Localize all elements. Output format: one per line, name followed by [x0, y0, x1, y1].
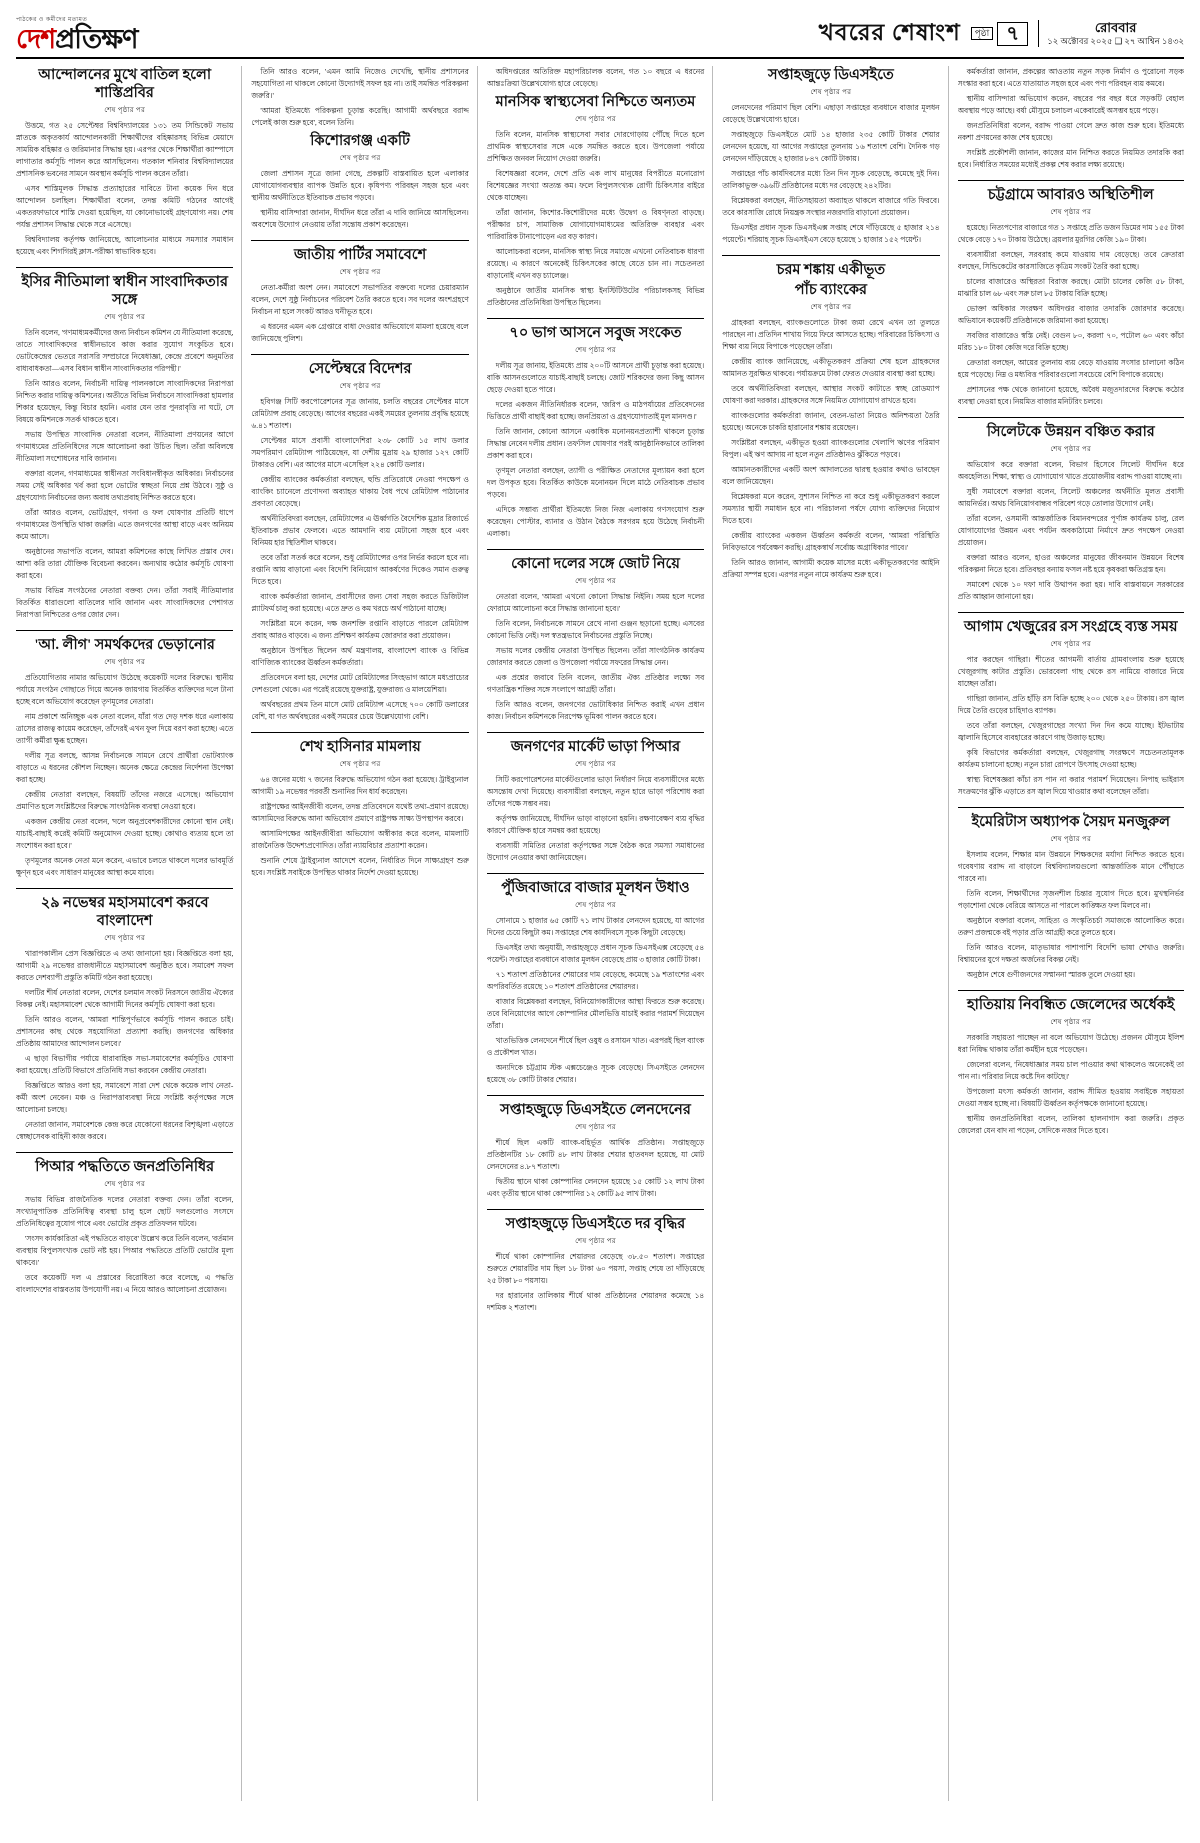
article-paragraph: একজন কেন্দ্রীয় নেতা বলেন, 'দলে অনুপ্রবেশকারীদের কোনো স্থান নেই। যাচাই-বাছাই করেই কমিটি অনুমোদন দেওয়া হচ্ছে। কোথাও ব্যত্যয় হলে তা সংশোধন করা হবে।' — [16, 816, 234, 850]
article-paragraph: ৭১ শতাংশ প্রতিষ্ঠানের শেয়ারের দাম বেড়েছে, কমেছে ১৯ শতাংশের এবং অপরিবর্তিত রয়েছে ১০ শতাংশ প্রতিষ্ঠানের শেয়ারদর। — [486, 969, 705, 991]
article-paragraph: সংশ্লিষ্ট প্রকৌশলী জানান, কাজের মান নিশ্চিত করতে নিয়মিত তদারকি করা হবে। নির্ধারিত সময়ের মধ্যেই প্রকল্প শেষ করার লক্ষ্য রয়েছে। — [957, 147, 1184, 169]
article-paragraph: 'আমরা ইতিমধ্যে পরিকল্পনা চূড়ান্ত করেছি। আগামী অর্থবছরে বরাদ্দ পেলেই কাজ শুরু হবে', বলেন তিনি। — [251, 105, 469, 127]
article — [958, 66, 1184, 171]
article-paragraph: কেন্দ্রীয় ব্যাংকের কর্মকর্তারা বলছেন, হুন্ডি প্রতিরোধে নেওয়া পদক্ষেপ ও ব্যাংকিং চ্যানেলে প্রণোদনা অব্যাহত থাকায় বৈধ পথে রেমিট্যান্স পাঠানোর প্রবণতা বেড়েছে। — [251, 475, 469, 509]
article-paragraph: প্রশাসনের পক্ষ থেকে জানানো হয়েছে, অবৈধ মজুতদারদের বিরুদ্ধে কঠোর ব্যবস্থা নেওয়া হবে। নিয়মিত বাজার মনিটরিং চলবে। — [957, 384, 1184, 406]
article-paragraph: দ্বিতীয় স্থানে থাকা কোম্পানির লেনদেন হয়েছে ১৫ কোটি ১২ লাখ টাকা এবং তৃতীয় স্থানে থাকা কোম্পানির ১২ কোটি ৯৫ লাখ টাকা। — [486, 1176, 705, 1198]
article-paragraph: তিনি আরও জানান, আগামী কয়েক মাসের মধ্যে একীভূতকরণের আইনি প্রক্রিয়া সম্পন্ন হবে। এরপর নতুন নামে কার্যক্রম শুরু হবে। — [722, 557, 940, 579]
article-body — [251, 774, 468, 879]
article-paragraph: এ ধরনের এমন এক গ্রেপ্তারে বাধা দেওয়ার অভিযোগে মামলা হয়েছে বলে জানিয়েছে পুলিশ। — [251, 322, 469, 344]
article-paragraph: স্থানীয় বাসিন্দারা অভিযোগ করেন, বছরের পর বছর ধরে সড়কটি বেহাল অবস্থায় পড়ে আছে। বর্ষা মৌসুমে চলাচল একেবারেই অসম্ভব হয়ে পড়ে। — [957, 93, 1184, 115]
article-headline[interactable]: সপ্তাহজুড়ে ডিএসইতে — [768, 67, 894, 83]
article-paragraph: সভায় উপস্থিত সাংবাদিক নেতারা বলেন, নীতিমালা প্রণয়নের আগে গণমাধ্যমের প্রতিনিধিদের সঙ্গে আলোচনা করা উচিত ছিল। তাঁরা অবিলম্বে নীতিমালা সংশোধনের দাবি জানান। — [16, 430, 234, 464]
article-byline: শেষ পৃষ্ঠার পর — [575, 1236, 616, 1245]
article-paragraph: তবে তাঁরা সতর্ক করে বলেন, শুধু রেমিট্যান্সের ওপর নির্ভর করলে হবে না। রপ্তানি আয় বাড়ানো এবং বিদেশি বিনিয়োগ আকর্ষণের দিকেও সমান গুরুত্ব দিতে হবে। — [251, 552, 469, 586]
article — [958, 990, 1184, 1137]
article-paragraph: ৬৪ জনের মধ্যে ৭ জনের বিরুদ্ধে অভিযোগ গঠন করা হয়েছে। ট্রাইব্যুনাল আগামী ১৯ নভেম্বর পরবর্তী শুনানির দিন ধার্য করেছেন। — [251, 774, 469, 796]
article-byline: শেষ পৃষ্ঠার পর — [1050, 1017, 1092, 1026]
article-paragraph: তিনি বলেন, শিক্ষার্থীদের সৃজনশীল চিন্তার সুযোগ দিতে হবে। মুখস্থনির্ভর পড়াশোনা থেকে বেরিয়ে আসতে না পারলে কাঙ্ক্ষিত ফল মিলবে না। — [957, 888, 1184, 910]
article-headline[interactable]: জনগণের মার্কেট ভাড়া পিআর — [487, 732, 704, 756]
article-paragraph: তবে অর্থনীতিবিদরা বলছেন, আস্থার সংকট কাটাতে স্বচ্ছ রোডম্যাপ ঘোষণা করা দরকার। গ্রাহকদের সঙ্গে নিয়মিত যোগাযোগ রাখতে হবে। — [722, 384, 940, 406]
article-body — [487, 915, 704, 1086]
brand-logo-pre: দেশ — [16, 24, 56, 54]
article-byline: শেষ পৃষ্ঠার পর — [575, 115, 616, 124]
article-paragraph: সিটি করপোরেশনের মার্কেটগুলোর ভাড়া নির্ধারণ নিয়ে ব্যবসায়ীদের মধ্যে অসন্তোষ দেখা দিয়েছে। ব্যবসায়ীরা বলছেন, নতুন হারে ভাড়া পরিশোধ করা তাঁদের পক্ষে সম্ভব নয়। — [486, 774, 705, 808]
article-headline[interactable]: পুঁজিবাজারে বাজার মূলধন উধাও — [487, 873, 704, 897]
article-headline[interactable]: মানসিক স্বাস্থ্যসেবা নিশ্চিতে অন্যতম — [495, 93, 696, 110]
column-grid — [16, 66, 1184, 1801]
article-paragraph: সরকারি সহায়তা পাচ্ছেন না বলে অভিযোগ উঠেছে। প্রজনন মৌসুমে ইলিশ ধরা নিষিদ্ধ থাকায় তাঁরা কর্মহীন হয়ে পড়েছেন। — [957, 1032, 1184, 1054]
article-paragraph: ক্রেতারা বলছেন, আয়ের তুলনায় ব্যয় বেড়ে যাওয়ায় সংসার চালানো কঠিন হয়ে পড়েছে। নিম্ন ও মধ্যবিত্ত পরিবারগুলো সবচেয়ে বেশি বিপাকে রয়েছে। — [957, 357, 1184, 379]
article-byline: শেষ পৃষ্ঠার পর — [104, 106, 146, 115]
article-paragraph: বিশ্লেষকরা মনে করেন, সুশাসন নিশ্চিত না করে শুধু একীভূতকরণ করলে সমস্যার স্থায়ী সমাধান হবে না। পরিচালনা পর্ষদে যোগ্য ব্যক্তিদের নিয়োগ দিতে হবে। — [722, 492, 940, 525]
page-number: ৭ — [997, 22, 1028, 46]
article-paragraph: বিশেষজ্ঞরা বলেন, দেশে প্রতি এক লাখ মানুষের বিপরীতে মনোরোগ বিশেষজ্ঞের সংখ্যা অত্যন্ত কম। ফলে বিপুলসংখ্যক রোগী চিকিৎসার বাইরে থেকে যাচ্ছেন। — [486, 169, 705, 203]
article-paragraph: গাছিরা জানান, প্রতি হাঁড়ি রস বিক্রি হচ্ছে ২০০ থেকে ২৫০ টাকায়। রস জ্বাল দিয়ে তৈরি গুড়ের চাহিদাও ব্যাপক। — [957, 693, 1184, 715]
news-column — [251, 66, 477, 1801]
article-paragraph: সমাবেশ থেকে ১০ দফা দাবি উত্থাপন করা হয়। দাবি বাস্তবায়নে সরকারের প্রতি আহ্বান জানানো হয়। — [957, 579, 1184, 601]
article-headline[interactable]: ইমেরিটাস অধ্যাপক সৈয়দ মনজুরুল — [958, 807, 1184, 831]
article-headline[interactable]: কোনো দলের সঙ্গে জোট নিয়ে — [487, 549, 704, 573]
date-line: ১২ অক্টোবর ২০২৫ ❑ ২৭ আশ্বিন ১৪৩২ — [1047, 36, 1184, 47]
article-headline[interactable]: চট্টগ্রামে আবারও অস্থিতিশীল — [958, 180, 1184, 204]
article-paragraph: তবে কয়েকটি দল এ প্রস্তাবের বিরোধিতা করে বলেছে, এ পদ্ধতি বাংলাদেশের বাস্তবতায় উপযোগী নয়। এ নিয়ে আরও আলোচনা প্রয়োজন। — [16, 1272, 234, 1294]
article-paragraph: জনপ্রতিনিধিরা বলেন, বরাদ্দ পাওয়া গেলে দ্রুত কাজ শুরু হবে। ইতিমধ্যে নকশা প্রণয়নের কাজ শেষ হয়েছে। — [957, 120, 1184, 142]
article-paragraph: বিশ্ববিদ্যালয় কর্তৃপক্ষ জানিয়েছে, আলোচনার মাধ্যমে সমস্যার সমাধান হয়েছে এবং শিগগিরই ক্লাস-পরীক্ষা স্বাভাবিক হবে। — [16, 235, 234, 257]
article-lead — [251, 66, 468, 129]
article-paragraph: সবজির বাজারেও স্বস্তি নেই। বেগুন ৮০, করলা ৭০, পটোল ৬০ এবং কাঁচা মরিচ ১৮০ টাকা কেজি দরে বিক্রি হচ্ছে। — [957, 330, 1184, 352]
article-paragraph: তাঁরা বলেন, ওসমানী আন্তর্জাতিক বিমানবন্দরের পূর্ণাঙ্গ কার্যক্রম চালু, রেল যোগাযোগের উন্নয়ন এবং পর্যটন অবকাঠামো নির্মাণে দ্রুত পদক্ষেপ নেওয়া প্রয়োজন। — [957, 513, 1184, 547]
article-subheadline[interactable]: পাঁচ ব্যাংকের — [794, 282, 867, 299]
article-headline[interactable]: সেপ্টেম্বরে বিদেশর — [251, 354, 468, 378]
article-byline: শেষ পৃষ্ঠার পর — [1050, 444, 1092, 453]
article-body — [487, 1137, 704, 1200]
article — [487, 66, 704, 309]
article — [487, 1095, 704, 1200]
brand[interactable] — [16, 14, 137, 53]
article-paragraph: অর্থনীতিবিদরা বলছেন, রেমিট্যান্সের এ ঊর্ধ্বগতি বৈদেশিক মুদ্রার রিজার্ভে ইতিবাচক প্রভাব ফেলবে। এতে আমদানি ব্যয় মেটানো সহজ হবে এবং বিনিময় হার স্থিতিশীল থাকবে। — [251, 514, 469, 547]
article-paragraph: স্বাস্থ্য বিশেষজ্ঞরা কাঁচা রস পান না করার পরামর্শ দিয়েছেন। নিপাহ ভাইরাস সংক্রমণের ঝুঁকি এড়াতে রস জ্বাল দিয়ে খাওয়ার কথা বলেছেন তাঁরা। — [957, 774, 1184, 796]
article-paragraph: অনুষ্ঠানের সভাপতি বলেন, আমরা কমিশনের কাছে লিখিত প্রস্তাব দেব। আশা করি তারা যৌক্তিক বিবেচনা করবেন। অন্যথায় কঠোর কর্মসূচি ঘোষণা করা হবে। — [16, 547, 234, 581]
article-byline: শেষ পৃষ্ঠার পর — [104, 313, 146, 322]
article — [722, 255, 939, 581]
article-byline: শেষ পৃষ্ঠার পর — [575, 576, 616, 585]
article-byline: শেষ পৃষ্ঠার পর — [575, 346, 616, 354]
section-title: খবরের শেষাংশ — [818, 20, 961, 45]
article-headline[interactable]: শেখ হাসিনার মামলায় — [251, 732, 468, 756]
article-paragraph: তিনি বলেন, 'গণমাধ্যমকর্মীদের জন্য নির্বাচন কমিশন যে নীতিমালা করেছে, তাতে সাংবাদিকদের স্বাধীনভাবে কাজ করার সুযোগ সংকুচিত হবে। ভোটকেন্দ্রের ভেতরে সরাসরি সম্প্রচারে নিষেধাজ্ঞা, কেন্দ্রে প্রবেশে অনুমতির বাধ্যবাধকতা—এসব বিধান স্বাধীন সাংবাদিকতার পরিপন্থী।' — [16, 328, 234, 374]
article-paragraph: স্থানীয় জনপ্রতিনিধিরা বলেন, তালিকা হালনাগাদ করা জরুরি। প্রকৃত জেলেরা যেন বাদ না পড়েন, সেদিকে নজর দিতে হবে। — [957, 1113, 1184, 1135]
article — [487, 1209, 704, 1314]
article-paragraph: ব্যাংকগুলোর কর্মকর্তারা জানান, বেতন-ভাতা নিয়েও অনিশ্চয়তা তৈরি হয়েছে। অনেকে চাকরি হারানোর শঙ্কায় রয়েছেন। — [722, 411, 940, 433]
article-headline[interactable]: আন্দোলনের মুখে বাতিল হলো শাস্তিপ্রবির — [38, 67, 212, 102]
article-headline[interactable]: হাতিয়ায় নিবন্ধিত জেলেদের অর্ধেকই — [958, 990, 1184, 1014]
article-lead — [487, 66, 704, 90]
article-body — [722, 317, 939, 581]
brand-logo — [16, 26, 137, 53]
article-paragraph: খাতভিত্তিক লেনদেনে শীর্ষে ছিল ওষুধ ও রসায়ন খাত। এরপরই ছিল ব্যাংক ও প্রকৌশল খাত। — [486, 1035, 705, 1057]
article-byline: শেষ পৃষ্ঠার পর — [575, 1122, 616, 1131]
article-paragraph: অভিযোগ করে বক্তারা বলেন, বিভাগ হিসেবে সিলেট দীর্ঘদিন ধরে অবহেলিত। শিক্ষা, স্বাস্থ্য ও যোগাযোগ খাতে প্রয়োজনীয় বরাদ্দ পাওয়া যাচ্ছে না। — [957, 459, 1184, 481]
article-paragraph: তিনি আরও বলেন, নির্বাচনী দায়িত্ব পালনকালে সাংবাদিকদের নিরাপত্তা নিশ্চিত করার দায়িত্ব কমিশনের। অতীতে বিভিন্ন নির্বাচনে সাংবাদিকরা হামলার শিকার হয়েছেন, কিন্তু বিচার হয়নি। এবার যেন তার পুনরাবৃত্তি না ঘটে, সে বিষয়ে কমিশনকে সতর্ক থাকতে হবে। — [16, 379, 234, 425]
article-body — [487, 591, 704, 723]
article — [722, 66, 939, 246]
article-paragraph: তিনি জানান, কোনো আসনে একাধিক মনোনয়নপ্রত্যাশী থাকলে চূড়ান্ত সিদ্ধান্ত নেবেন দলীয় প্রধান। তফসিল ঘোষণার পরই আনুষ্ঠানিকভাবে তালিকা প্রকাশ করা হবে। — [486, 426, 705, 460]
article-paragraph: দলের একজন নীতিনির্ধারক বলেন, 'জরিপ ও মাঠপর্যায়ের প্রতিবেদনের ভিত্তিতে প্রার্থী বাছাই করা হচ্ছে। জনপ্রিয়তা ও গ্রহণযোগ্যতাই মূল মানদণ্ড।' — [486, 399, 705, 421]
article-paragraph: উপজেলা মৎস্য কর্মকর্তা জানান, বরাদ্দ সীমিত হওয়ায় সবাইকে সহায়তা দেওয়া সম্ভব হচ্ছে না। বিষয়টি ঊর্ধ্বতন কর্তৃপক্ষকে জানানো হয়েছে। — [957, 1086, 1184, 1108]
article — [251, 240, 468, 345]
article-body — [487, 129, 704, 309]
article-byline: শেষ পৃষ্ঠার পর — [810, 303, 852, 312]
article-body — [487, 774, 704, 864]
article-paragraph: সংশ্লিষ্টরা মনে করেন, দক্ষ জনশক্তি রপ্তানি বাড়াতে পারলে রেমিট্যান্স প্রবাহ আরও বাড়বে। এ জন্য প্রশিক্ষণ কার্যক্রম জোরদার করা প্রয়োজন। — [251, 618, 469, 640]
article-byline: শেষ পৃষ্ঠার পর — [1050, 208, 1092, 216]
article-paragraph: দর হারানোর তালিকায় শীর্ষে থাকা প্রতিষ্ঠানের শেয়ারদর কমেছে ১৪ দশমিক ২ শতাংশ। — [486, 1290, 705, 1312]
article-paragraph: রাষ্ট্রপক্ষের আইনজীবী বলেন, তদন্ত প্রতিবেদনে যথেষ্ট তথ্য-প্রমাণ রয়েছে। আসামিদের বিরুদ্ধে আনা অভিযোগ প্রমাণে রাষ্ট্রপক্ষ সাক্ষ্য উপস্থাপন করবে। — [251, 801, 469, 823]
article-paragraph: ভোক্তা অধিকার সংরক্ষণ অধিদপ্তর বাজার তদারকি জোরদার করেছে। অভিযানে কয়েকটি প্রতিষ্ঠানকে জরিমানা করা হয়েছে। — [957, 303, 1184, 325]
article-paragraph: ইসলাম বলেন, শিক্ষার মান উন্নয়নে শিক্ষকদের মর্যাদা নিশ্চিত করতে হবে। গবেষণায় বরাদ্দ না বাড়ালে বিশ্ববিদ্যালয়গুলো আন্তর্জাতিক মানে পৌঁছাতে পারবে না। — [957, 849, 1184, 883]
date-block — [1038, 20, 1184, 47]
article-paragraph: নাম প্রকাশে অনিচ্ছুক এক নেতা বলেন, যাঁরা গত দেড় দশক ধরে এলাকায় ত্রাসের রাজত্ব কায়েম করেছেন, তাঁদেরই এখন ফুল দিয়ে বরণ করা হচ্ছে। এতে ত্যাগী কর্মীরা ক্ষুব্ধ হচ্ছেন। — [16, 712, 234, 746]
article-paragraph: প্রতিযোগিতায় নামার অভিযোগ উঠেছে কয়েকটি দলের বিরুদ্ধে। স্থানীয় পর্যায়ে সংগঠন গোছাতে গিয়ে অনেক জায়গায় বিতর্কিত ব্যক্তিদের দলে টানা হচ্ছে বলে অভিযোগ করেছেন তৃণমূলের নেতারা। — [16, 673, 234, 707]
article-paragraph: তবে তাঁরা বলছেন, খেজুরগাছের সংখ্যা দিন দিন কমে যাচ্ছে। ইটভাটায় জ্বালানি হিসেবে ব্যবহারের কারণে গাছ উজাড় হচ্ছে। — [957, 720, 1184, 742]
article-byline: শেষ পৃষ্ঠার পর — [339, 382, 381, 391]
article-paragraph: জেলেরা বলেন, 'নিষেধাজ্ঞার সময় চাল পাওয়ার কথা থাকলেও অনেকেই তা পান না। পরিবার নিয়ে কষ্টে দিন কাটছে।' — [957, 1059, 1184, 1081]
article-paragraph: ব্যবসায়ী সমিতির নেতারা কর্তৃপক্ষের সঙ্গে বৈঠক করে সমস্যা সমাধানের উদ্যোগ নেওয়ার কথা জানিয়েছেন। — [486, 840, 705, 862]
article-body — [16, 948, 233, 1143]
article-body — [251, 396, 468, 723]
article-paragraph: অনুষ্ঠানে বক্তারা বলেন, সাহিত্য ও সংস্কৃতিচর্চা সমাজকে আলোকিত করে। তরুণ প্রজন্মকে বই পড়ার প্রতি আগ্রহী করে তুলতে হবে। — [957, 915, 1184, 937]
article-paragraph: বক্তারা আরও বলেন, হাওর অঞ্চলের মানুষের জীবনমান উন্নয়নে বিশেষ পরিকল্পনা নিতে হবে। প্রতিবছর বন্যায় ফসল নষ্ট হয়ে কৃষকরা ক্ষতিগ্রস্ত হন। — [957, 552, 1184, 574]
article-headline[interactable]: কিশোরগঞ্জ একটি — [310, 132, 410, 149]
article-paragraph: নেতা-কর্মীরা অংশ নেন। সমাবেশে সভাপতির বক্তব্যে দলের চেয়ারম্যান বলেন, দেশে সুষ্ঠু নির্বাচনের পরিবেশ তৈরি করতে হবে। সব দলের অংশগ্রহণে নির্বাচন না হলে সংকট আরও ঘনীভূত হবে। — [251, 283, 469, 317]
article-paragraph: সপ্তাহজুড়ে ডিএসইতে মোট ১৪ হাজার ২৩৫ কোটি টাকার শেয়ার লেনদেন হয়েছে, যা আগের সপ্তাহের তুলনায় ১৬ শতাংশ বেশি। দৈনিক গড় লেনদেন দাঁড়িয়েছে ২ হাজার ৮৪৭ কোটি টাকায়। — [722, 130, 940, 164]
article — [251, 354, 468, 723]
article-paragraph: চালের বাজারেও অস্থিরতা বিরাজ করছে। মোটা চালের কেজি ৫৮ টাকা, মাঝারি চাল ৬৮ এবং সরু চাল ৮৫ টাকায় বিক্রি হচ্ছে। — [957, 276, 1184, 298]
article-paragraph: ডিএসইর তথ্য অনুযায়ী, সপ্তাহজুড়ে প্রধান সূচক ডিএসইএক্স বেড়েছে ৫৪ পয়েন্ট। সপ্তাহের ব্যবধানে বাজার মূলধন বেড়েছে প্রায় ৩ হাজার কোটি টাকা। — [486, 942, 705, 964]
article-paragraph: বিশ্লেষকরা বলছেন, নীতিসহায়তা অব্যাহত থাকলে বাজারে গতি ফিরবে। তবে কারসাজি রোধে নিয়ন্ত্রক সংস্থার নজরদারি বাড়ানো প্রয়োজন। — [722, 196, 940, 217]
article-byline: শেষ পৃষ্ঠার পর — [1050, 639, 1092, 648]
article — [958, 417, 1184, 603]
article-paragraph: অনুষ্ঠানে উপস্থিত ছিলেন অর্থ মন্ত্রণালয়, বাংলাদেশ ব্যাংক ও বিভিন্ন বাণিজ্যিক ব্যাংকের ঊর্ধ্বতন কর্মকর্তারা। — [251, 645, 469, 667]
article-body — [958, 849, 1184, 981]
article-body — [251, 282, 468, 345]
article — [16, 66, 233, 258]
article-body — [487, 1251, 704, 1314]
article — [487, 549, 704, 723]
article-paragraph: তিনি আরও বলেন, 'এমন আমি নিজেও দেখেছি, স্থানীয় প্রশাসনের সহযোগিতা না থাকলে কোনো উদ্যোগই সফল হয় না। তাই সমন্বিত পরিকল্পনা জরুরি।' — [251, 67, 469, 100]
article-paragraph: স্থানীয় বাসিন্দারা জানান, দীর্ঘদিন ধরে তাঁরা এ দাবি জানিয়ে আসছিলেন। অবশেষে উদ্যোগ নেওয়ায় তাঁরা সন্তোষ প্রকাশ করেছেন। — [251, 208, 469, 229]
article-paragraph: খারাপকালীন প্রেস বিজ্ঞপ্তিতে এ তথ্য জানানো হয়। বিজ্ঞপ্তিতে বলা হয়, আগামী ২৯ নভেম্বর রাজধানীতে মহাসমাবেশ অনুষ্ঠিত হবে। সমাবেশ সফল করতে দেশব্যাপী প্রস্তুতি কমিটি গঠন করা হয়েছে। — [16, 949, 234, 983]
article-body — [487, 360, 704, 540]
article-body — [16, 1194, 233, 1296]
article-headline[interactable]: ২৯ নভেম্বর মহাসমাবেশ করবে বাংলাদেশ — [16, 888, 233, 930]
article-paragraph: তিনি আরও বলেন, মাতৃভাষার পাশাপাশি বিদেশি ভাষা শেখাও জরুরি। বিশ্বায়নের যুগে দক্ষতা অর্জনের বিকল্প নেই। — [957, 942, 1184, 964]
article-body — [16, 672, 233, 879]
article-paragraph: সংশ্লিষ্টরা বলছেন, একীভূত হওয়া ব্যাংকগুলোর খেলাপি ঋণের পরিমাণ বিপুল। এই ঋণ আদায় না হলে নতুন প্রতিষ্ঠানও ঝুঁকিতে পড়বে। — [722, 438, 940, 460]
article-paragraph: দলীয় সূত্র জানায়, ইতিমধ্যে প্রায় ২০০টি আসনে প্রার্থী চূড়ান্ত করা হয়েছে। বাকি আসনগুলোতে যাচাই-বাছাই চলছে। জোট শরিকদের জন্য কিছু আসন ছেড়ে দেওয়া হতে পারে। — [486, 361, 705, 394]
article-body — [958, 222, 1184, 408]
article-paragraph: সভায় দলের কেন্দ্রীয় নেতারা উপস্থিত ছিলেন। তাঁরা সাংগঠনিক কার্যক্রম জোরদার করতে জেলা ও উপজেলা পর্যায়ে সফরের সিদ্ধান্ত নেন। — [486, 645, 705, 667]
news-column — [958, 66, 1184, 1801]
article-paragraph: সপ্তাহের পাঁচ কার্যদিবসের মধ্যে তিন দিন সূচক বেড়েছে, কমেছে দুই দিন। তালিকাভুক্ত ৩৯৬টি প্রতিষ্ঠানের মধ্যে দর বেড়েছে ২৪২টির। — [722, 169, 940, 191]
article-body — [958, 1032, 1184, 1137]
article-headline[interactable]: ৭০ ভাগ আসনে সবুজ সংকেত — [487, 318, 704, 342]
article — [487, 873, 704, 1086]
article-paragraph: এক প্রশ্নের জবাবে তিনি বলেন, জাতীয় ঐক্য প্রতিষ্ঠার লক্ষ্যে সব গণতান্ত্রিক শক্তির সঙ্গে সংলাপে আগ্রহী তাঁরা। — [486, 672, 705, 694]
article-paragraph: লেনদেনের পরিমাণ ছিল বেশি। এছাড়া সপ্তাহের ব্যবধানে বাজার মূলধন বেড়েছে উল্লেখযোগ্য হারে। — [722, 103, 940, 125]
article-byline: শেষ পৃষ্ঠার পর — [575, 900, 616, 909]
article-body — [16, 327, 233, 621]
article-paragraph: অনুষ্ঠান শেষে গুণীজনদের সম্মাননা স্মারক তুলে দেওয়া হয়। — [966, 969, 1136, 979]
article-paragraph: পার করছেন গাছিরা। শীতের আগমনী বার্তায় গ্রামবাংলায় শুরু হয়েছে খেজুরগাছ কাটার প্রস্তুতি। ভোরবেলা গাছ থেকে রস নামিয়ে বাজারে নিয়ে যাচ্ছেন তাঁরা। — [957, 654, 1184, 688]
article-paragraph: এদিকে সম্ভাব্য প্রার্থীরা ইতিমধ্যে নিজ নিজ এলাকায় গণসংযোগ শুরু করেছেন। পোস্টার, ব্যানার ও উঠান বৈঠকে সরগরম হয়ে উঠেছে নির্বাচনী এলাকা। — [486, 504, 705, 538]
article-byline: শেষ পৃষ্ঠার পর — [810, 88, 852, 97]
article-paragraph: অর্থবছরের প্রথম তিন মাসে মোট রেমিট্যান্স এসেছে ৭০০ কোটি ডলারের বেশি, যা গত অর্থবছরের একই সময়ের চেয়ে উল্লেখযোগ্য বেশি। — [251, 699, 469, 721]
article-paragraph: তাঁরা জানান, কিশোর-কিশোরীদের মধ্যে উদ্বেগ ও বিষণ্নতা বাড়ছে। পরীক্ষার চাপ, সামাজিক যোগাযোগমাধ্যমের অতিরিক্ত ব্যবহার এবং পারিবারিক টানাপোড়েন এর বড় কারণ। — [486, 208, 705, 241]
article — [251, 66, 468, 231]
news-column — [487, 66, 713, 1801]
article-paragraph: ব্যাংক কর্মকর্তারা জানান, প্রবাসীদের জন্য সেবা সহজ করতে ডিজিটাল প্ল্যাটফর্ম চালু করা হয়েছে। এতে দ্রুত ও কম খরচে অর্থ পাঠানো যাচ্ছে। — [251, 591, 469, 613]
article-paragraph: কেন্দ্রীয় ব্যাংকের একজন ঊর্ধ্বতন কর্মকর্তা বলেন, 'আমরা পরিস্থিতি নিবিড়ভাবে পর্যবেক্ষণ করছি। গ্রাহকস্বার্থ সর্বোচ্চ অগ্রাধিকার পাবে।' — [722, 530, 940, 552]
article-body — [722, 102, 939, 246]
article-paragraph: নেতারা জানান, সমাবেশকে কেন্দ্র করে যেকোনো ধরনের বিশৃঙ্খলা এড়াতে স্বেচ্ছাসেবক বাহিনী কাজ করবে। — [16, 1119, 234, 1141]
brand-logo-post: প্রতিক্ষণ — [55, 24, 138, 54]
article-paragraph: শীর্ষে থাকা কোম্পানির শেয়ারদর বেড়েছে ৩৮.৫০ শতাংশ। সপ্তাহের শুরুতে শেয়ারটির দাম ছিল ১৮ টাকা ৬০ পয়সা, সপ্তাহ শেষে তা দাঁড়িয়েছে ২৫ টাকা ৮০ পয়সায়। — [486, 1251, 705, 1285]
article-byline: শেষ পৃষ্ঠার পর — [104, 1179, 146, 1188]
article-byline: শেষ পৃষ্ঠার পর — [339, 268, 381, 277]
article-paragraph: সভায় বিভিন্ন সংগঠনের নেতারা বক্তব্য দেন। তাঁরা সবাই নীতিমালার বিতর্কিত ধারাগুলো বাতিলের দাবি জানান এবং সাংবাদিকদের পেশাগত নিরাপত্তা নিশ্চিতের ওপর জোর দেন। — [16, 586, 234, 619]
news-column — [722, 66, 948, 1801]
article-paragraph: সুধী সমাবেশে বক্তারা বলেন, সিলেট অঞ্চলের অর্থনীতি মূলত প্রবাসী আয়নির্ভর। অথচ বিনিয়োগবান্ধব পরিবেশ গড়ে তোলার উদ্যোগ নেই। — [957, 486, 1184, 508]
article-headline[interactable]: সপ্তাহজুড়ে ডিএসইতে লেনদেনের — [487, 1095, 704, 1119]
article-paragraph: বাজার বিশ্লেষকরা বলছেন, বিনিয়োগকারীদের আস্থা ফিরতে শুরু করেছে। তবে বিনিয়োগের আগে কোম্পানির মৌলভিত্তি যাচাই করার পরামর্শ দিয়েছেন তাঁরা। — [486, 996, 705, 1030]
page-indicator — [971, 22, 1029, 46]
masthead-right — [819, 14, 1184, 53]
article-paragraph: কর্তৃপক্ষ জানিয়েছে, দীর্ঘদিন ভাড়া বাড়ানো হয়নি। রক্ষণাবেক্ষণ ব্যয় বৃদ্ধির কারণে যৌক্তিক হারে সমন্বয় করা হয়েছে। — [486, 813, 705, 835]
day-name: রোববার — [1094, 20, 1137, 36]
article-paragraph: তৃণমূল নেতারা বলছেন, ত্যাগী ও পরীক্ষিত নেতাদের মূল্যায়ন করা হলে দল উপকৃত হবে। বিতর্কিত কাউকে মনোনয়ন দিলে মাঠে নেতিবাচক প্রভাব পড়বে। — [486, 465, 705, 499]
article-byline: শেষ পৃষ্ঠার পর — [575, 759, 616, 768]
article — [16, 267, 233, 621]
article-paragraph: শীর্ষে ছিল একটি ব্যাংক-বহির্ভূত আর্থিক প্রতিষ্ঠান। সপ্তাহজুড়ে প্রতিষ্ঠানটির ১৮ কোটি ৪৮ লাখ টাকার শেয়ার হাতবদল হয়েছে, যা মোট লেনদেনের ৪.৮৭ শতাংশ। — [486, 1137, 705, 1171]
article-byline: শেষ পৃষ্ঠার পর — [104, 658, 146, 667]
article-paragraph: আসামিপক্ষের আইনজীবীরা অভিযোগ অস্বীকার করে বলেন, মামলাটি রাজনৈতিক উদ্দেশ্যপ্রণোদিত। তাঁরা ন্যায়বিচার প্রত্যাশা করেন। — [251, 828, 469, 850]
article-paragraph: কৃষি বিভাগের কর্মকর্তারা বলছেন, খেজুরগাছ সংরক্ষণে সচেতনতামূলক কার্যক্রম চালানো হচ্ছে। নতুন চারা রোপণে উৎসাহ দেওয়া হচ্ছে। — [957, 747, 1184, 769]
article-paragraph: তৃণমূলের অনেক নেতা মনে করেন, এভাবে চলতে থাকলে দলের ভাবমূর্তি ক্ষুণ্ন হবে এবং সাধারণ মানুষের আস্থা কমে যাবে। — [16, 855, 234, 877]
article — [487, 318, 704, 540]
article-body — [251, 168, 468, 231]
article-paragraph: অন্যদিকে চট্টগ্রাম স্টক এক্সচেঞ্জেও সূচক বেড়েছে। সিএসইতে লেনদেন হয়েছে ৩৮ কোটি টাকার শেয়ার। — [486, 1062, 705, 1084]
article-paragraph: তিনি বলেন, নির্বাচনকে সামনে রেখে নানা গুঞ্জন ছড়ানো হচ্ছে। এসবের কোনো ভিত্তি নেই। দল স্বতন্ত্রভাবে নির্বাচনের প্রস্তুতি নিচ্ছে। — [486, 618, 705, 640]
article-paragraph: হয়েছে। নিত্যপণ্যের বাজারে গত ১ সপ্তাহে প্রতি ডজন ডিমের দাম ১৫৫ টাকা থেকে বেড়ে ১৭০ টাকায় উঠেছে। ব্রয়লার মুরগির কেজি ১৯০ টাকা। — [957, 223, 1184, 244]
article — [958, 180, 1184, 408]
article-byline: শেষ পৃষ্ঠার পর — [339, 759, 381, 768]
article-paragraph: কেন্দ্রীয় ব্যাংক জানিয়েছে, একীভূতকরণ প্রক্রিয়া শেষ হলে গ্রাহকদের আমানত সুরক্ষিত থাকবে। পর্যায়ক্রমে টাকা ফেরত দেওয়ার ব্যবস্থা করা হচ্ছে। — [722, 357, 940, 379]
article — [16, 1152, 233, 1296]
article — [251, 732, 468, 879]
article — [16, 630, 233, 879]
article-headline[interactable]: সপ্তাহজুড়ে ডিএসইতে দর বৃদ্ধির — [487, 1209, 704, 1233]
article-paragraph: হবিগঞ্জ সিটি করপোরেশনের সূত্র জানায়, চলতি বছরের সেপ্টেম্বর মাসে রেমিট্যান্স প্রবাহ বেড়েছে। আগের বছরের একই সময়ের তুলনায় প্রবৃদ্ধি হয়েছে ৬.৪১ শতাংশ। — [251, 397, 469, 431]
article-paragraph: তাঁরা আরও বলেন, ভোটগ্রহণ, গণনা ও ফল ঘোষণার প্রতিটি ধাপে গণমাধ্যমের উপস্থিতি থাকা জরুরি। এতে জনগণের আস্থা বাড়ে এবং অনিয়ম কমে আসে। — [16, 508, 234, 542]
article-paragraph: দলটির শীর্ষ নেতারা বলেন, দেশের চলমান সংকট নিরসনে জাতীয় ঐক্যের বিকল্প নেই। মহাসমাবেশ থেকে আগামী দিনের কর্মসূচি ঘোষণা করা হবে। — [16, 988, 234, 1010]
article-paragraph: তিনি আরও বলেন, 'আমরা শান্তিপূর্ণভাবে কর্মসূচি পালন করতে চাই। প্রশাসনের কাছ থেকে সহযোগিতা প্রত্যাশা করছি। জনগণের অধিকার প্রতিষ্ঠায় আমাদের আন্দোলন চলবে।' — [16, 1015, 234, 1048]
article-paragraph: বিজ্ঞপ্তিতে আরও বলা হয়, সমাবেশে সারা দেশ থেকে কয়েক লাখ নেতা-কর্মী অংশ নেবেন। মঞ্চ ও নিরাপত্তাব্যবস্থা নিয়ে সংশ্লিষ্ট কর্তৃপক্ষের সঙ্গে আলোচনা চলছে। — [16, 1080, 234, 1114]
article-paragraph: অধিদপ্তরের অতিরিক্ত মহাপরিচালক বলেন, গত ১০ বছরে এ ধরনের আন্তঃক্রিয়া উল্লেখযোগ্য হারে বেড়েছে। — [486, 67, 705, 88]
article-paragraph: ব্যবসায়ীরা বলছেন, সরবরাহ কমে যাওয়ায় দাম বেড়েছে। তবে ক্রেতারা বলছেন, সিন্ডিকেটের কারসাজিতে কৃত্রিম সংকট তৈরি করা হচ্ছে। — [957, 249, 1184, 271]
article-paragraph: তিনি আরও বলেন, জনগণের ভোটাধিকার নিশ্চিত করাই এখন প্রধান কাজ। নির্বাচন কমিশনকে নিরপেক্ষ ভূমিকা পালন করতে হবে। — [486, 699, 705, 721]
article-byline: শেষ পৃষ্ঠার পর — [1050, 834, 1092, 843]
article-paragraph: এ ছাড়া বিভাগীয় পর্যায়ে ধারাবাহিক সভা-সমাবেশের কর্মসূচিও ঘোষণা করা হয়েছে। প্রতিটি বিভাগে প্রতিনিধি সভা করবেন কেন্দ্রীয় নেতারা। — [16, 1053, 234, 1075]
article-headline[interactable]: সিলেটকে উন্নয়ন বঞ্চিত করার — [958, 417, 1184, 441]
article-paragraph: কেন্দ্রীয় নেতারা বলছেন, বিষয়টি তাঁদের নজরে এসেছে। অভিযোগ প্রমাণিত হলে সংশ্লিষ্টদের বিরুদ্ধে সাংগঠনিক ব্যবস্থা নেওয়া হবে। — [16, 789, 234, 811]
article-paragraph: সোনামে ১ হাজার ৬৫ কোটি ৭১ লাখ টাকার লেনদেন হয়েছে, যা আগের দিনের চেয়ে কিছুটা কম। সপ্তাহের শেষ কার্যদিবসে সূচক কিছুটা বেড়েছে। — [486, 915, 705, 937]
article-paragraph: শুনানি শেষে ট্রাইব্যুনাল আদেশে বলেন, নির্ধারিত দিনে সাক্ষ্যগ্রহণ শুরু হবে। সংশ্লিষ্ট সবাইকে উপস্থিত থাকার নির্দেশ দেওয়া হয়েছে। — [251, 855, 469, 877]
article-paragraph: 'সংসদ কার্যকারিতা এই পদ্ধতিতে বাড়বে' উল্লেখ করে তিনি বলেন, 'বর্তমান ব্যবস্থায় বিপুলসংখ্যক ভোট নষ্ট হয়। পিআর পদ্ধতিতে প্রতিটি ভোটের মূল্য থাকবে।' — [16, 1233, 234, 1267]
article-paragraph: অনুষ্ঠানে জাতীয় মানসিক স্বাস্থ্য ইনস্টিটিউটের পরিচালকসহ বিভিন্ন প্রতিষ্ঠানের প্রতিনিধিরা উপস্থিত ছিলেন। — [486, 285, 705, 307]
article — [487, 732, 704, 864]
news-column — [16, 66, 242, 1801]
article-body — [958, 66, 1184, 171]
article-headline[interactable]: পিআর পদ্ধতিতে জনপ্রতিনিধির — [16, 1152, 233, 1176]
article — [16, 888, 233, 1143]
article-headline[interactable]: জাতীয় পার্টির সমাবেশে — [251, 240, 468, 264]
article — [958, 612, 1184, 798]
article — [958, 807, 1184, 981]
article-body — [16, 120, 233, 258]
article-headline[interactable]: আগাম খেজুরের রস সংগ্রহে ব্যস্ত সময় — [958, 612, 1184, 636]
article-paragraph: দলীয় সূত্র বলছে, আসন্ন নির্বাচনকে সামনে রেখে প্রার্থীরা ভোটব্যাংক বাড়াতে এ ধরনের কৌশল নিচ্ছেন। অনেক ক্ষেত্রে কেন্দ্রের নির্দেশনা উপেক্ষা করা হচ্ছে। — [16, 751, 234, 784]
article-headline[interactable]: ইসির নীতিমালা স্বাধীন সাংবাদিকতার সঙ্গে — [16, 267, 233, 309]
article-paragraph: কর্মকর্তারা জানান, প্রকল্পের আওতায় নতুন সড়ক নির্মাণ ও পুরোনো সড়ক সংস্কার করা হবে। এতে যাতায়াত সহজ হবে এবং পণ্য পরিবহন ব্যয় কমবে। — [957, 67, 1184, 88]
article-paragraph: আলোচকরা বলেন, মানসিক স্বাস্থ্য নিয়ে সমাজে এখনো নেতিবাচক ধারণা রয়েছে। এ কারণে অনেকেই চিকিৎসকের কাছে যেতে চান না। সচেতনতা বাড়ানোই এখন বড় চ্যালেঞ্জ। — [486, 246, 705, 280]
article-paragraph: তিনি বলেন, মানসিক স্বাস্থ্যসেবা সবার দোরগোড়ায় পৌঁছে দিতে হলে প্রাথমিক স্বাস্থ্যসেবার সঙ্গে একে সমন্বিত করতে হবে। উপজেলা পর্যায়ে প্রশিক্ষিত জনবল নিয়োগ দেওয়া জরুরি। — [486, 130, 705, 164]
article-byline: শেষ পৃষ্ঠার পর — [104, 934, 146, 943]
article-headline[interactable]: 'আ. লীগ' সমর্থকদের ভেড়ানোর — [16, 630, 233, 654]
article-body — [958, 654, 1184, 798]
article-paragraph: বক্তারা বলেন, গণমাধ্যমের স্বাধীনতা সংবিধানস্বীকৃত অধিকার। নির্বাচনের সময় সেই অধিকার খর্ব করা হলে ভোটের স্বচ্ছতা নিয়ে প্রশ্ন উঠবে। সুষ্ঠু ও গ্রহণযোগ্য নির্বাচনের জন্য অবাধ তথ্যপ্রবাহ নিশ্চিত করতে হবে। — [16, 469, 234, 503]
article-body — [958, 459, 1184, 603]
article-paragraph: গ্রাহকরা বলছেন, ব্যাংকগুলোতে টাকা জমা রেখে এখন তা তুলতে পারছেন না। প্রতিদিন শাখায় গিয়ে ফিরে আসতে হচ্ছে। পরিবারের চিকিৎসা ও শিক্ষা ব্যয় নিয়ে বিপাকে পড়েছেন তাঁরা। — [722, 318, 940, 352]
brand-tagline: পাঠকের ও কর্মীদের মতামত — [16, 17, 88, 23]
masthead — [16, 14, 1184, 59]
article-paragraph: নেতারা বলেন, 'আমরা এখনো কোনো সিদ্ধান্ত নিইনি। সময় হলে দলের ফোরামে আলোচনা করে সিদ্ধান্ত জানানো হবে।' — [486, 591, 705, 613]
article-paragraph: জেলা প্রশাসন সূত্রে জানা গেছে, প্রকল্পটি বাস্তবায়িত হলে এলাকার যোগাযোগব্যবস্থার ব্যাপক উন্নতি হবে। কৃষিপণ্য পরিবহন সহজ হবে এবং স্থানীয় অর্থনীতিতে ইতিবাচক প্রভাব পড়বে। — [251, 169, 469, 203]
article-paragraph: এসব শাস্তিমূলক সিদ্ধান্ত প্রত্যাহারের দাবিতে টানা কয়েক দিন ধরে আন্দোলন চলছিল। শিক্ষার্থীরা বলেন, তদন্ত কমিটি গঠনের আগেই একতরফাভাবে শাস্তি দেওয়া হয়েছিল, যা কোনোভাবেই গ্রহণযোগ্য নয়। শেষ পর্যন্ত প্রশাসন সিদ্ধান্ত থেকে সরে এসেছে। — [16, 184, 234, 230]
article-paragraph: ডিএসইর প্রধান সূচক ডিএসইএক্স সপ্তাহ শেষে দাঁড়িয়েছে ৫ হাজার ২১৪ পয়েন্টে। শরিয়াহ সূচক ডিএসইএস বেড়ে হয়েছে ১ হাজার ১৫২ পয়েন্ট। — [722, 222, 940, 244]
article-paragraph: উত্তমে, গত ২৫ সেপ্টেম্বর বিশ্ববিদ্যালয়ের ১৩১ তম সিন্ডিকেট সভায় স্নাতকে অকৃতকার্য আন্দোলনকারী শিক্ষার্থীদের বহিষ্কারসহ বিভিন্ন মেয়াদে সাময়িক বহিষ্কার ও জরিমানার সিদ্ধান্ত হয়। এরপর থেকে শিক্ষার্থীরা ক্যাম্পাসে লাগাতার কর্মসূচি পালন করে আসছিলেন। গতকাল শনিবার বিশ্ববিদ্যালয়ের প্রশাসনিক ভবনের সামনে অবস্থান কর্মসূচি পালন করেন তাঁরা। — [16, 121, 234, 179]
article-paragraph: সেপ্টেম্বর মাসে প্রবাসী বাংলাদেশিরা ২৩৮ কোটি ১৫ লাখ ডলার সমপরিমাণ রেমিট্যান্স পাঠিয়েছেন, যা দেশীয় মুদ্রায় ২৯ হাজার ১২৭ কোটি টাকারও বেশি। এর আগের মাসে এসেছিল ২২৪ কোটি ডলার। — [251, 436, 469, 470]
article-headline[interactable]: চরম শঙ্কায় একীভূত — [722, 255, 939, 279]
page-label: পৃষ্ঠা — [971, 27, 994, 40]
article-byline: শেষ পৃষ্ঠার পর — [339, 154, 381, 163]
article-paragraph: সভায় বিভিন্ন রাজনৈতিক দলের নেতারা বক্তব্য দেন। তাঁরা বলেন, সংখ্যানুপাতিক প্রতিনিধিত্ব ব্যবস্থা চালু হলে ছোট দলগুলোও সংসদে প্রতিনিধিত্বের সুযোগ পাবে এবং ভোটের প্রকৃত প্রতিফলন ঘটবে। — [16, 1194, 234, 1228]
article-paragraph: প্রতিবেদনে বলা হয়, দেশের মোট রেমিট্যান্সের সিংহভাগ আসে মধ্যপ্রাচ্যের দেশগুলো থেকে। এর পরেই রয়েছে যুক্তরাষ্ট্র, যুক্তরাজ্য ও মালয়েশিয়া। — [251, 672, 469, 694]
article-paragraph: আমানতকারীদের একটি অংশ আদালতের দ্বারস্থ হওয়ার কথাও ভাবছেন বলে জানিয়েছেন। — [722, 465, 940, 487]
